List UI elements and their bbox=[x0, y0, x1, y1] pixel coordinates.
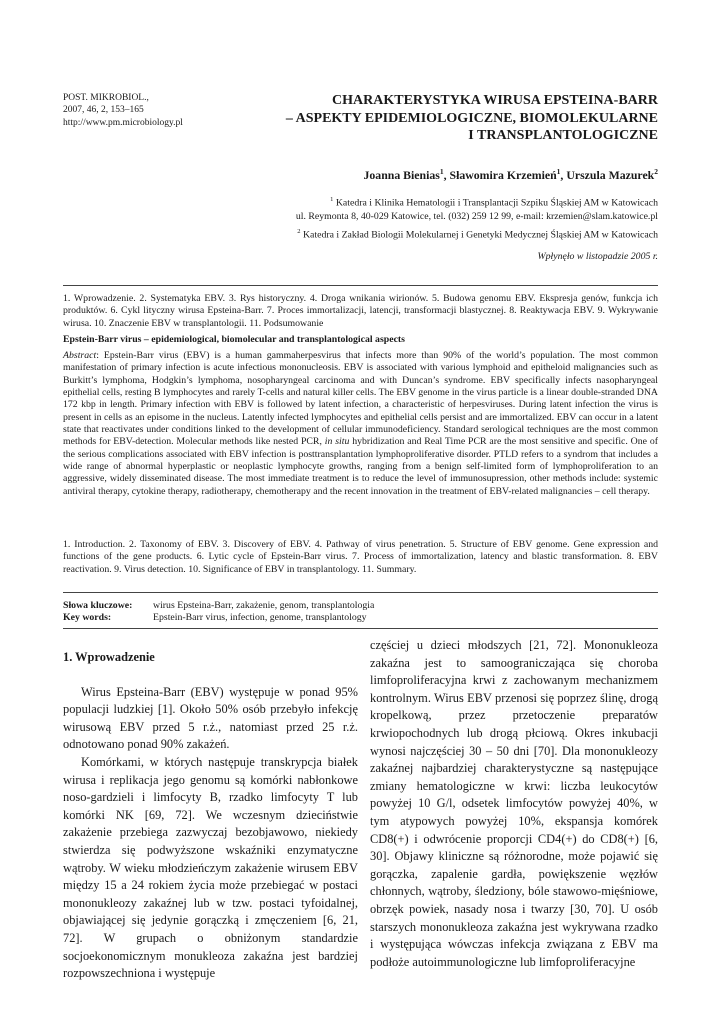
journal-name: POST. MIKROBIOL., bbox=[63, 93, 149, 103]
abstract-heading: Epstein-Barr virus – epidemiological, biomolecular and transplantological aspects bbox=[63, 334, 405, 345]
section-heading: 1. Wprowadzenie bbox=[63, 650, 155, 664]
journal-volume: 2007, 46, 2, 153–165 bbox=[63, 105, 144, 116]
keywords-en: Key words: Epstein-Barr virus, infection, genome, transplantology bbox=[63, 612, 367, 624]
author-2: Sławomira Krzemień bbox=[449, 167, 557, 182]
author-separator: , bbox=[443, 167, 450, 182]
abstract bbox=[63, 350, 658, 498]
table-of-contents-pl: 1. Wprowadzenie. 2. Systematyka EBV. 3. Rys historyczny. 4. Droga wnikania wirionów. 5. Budowa genomu EBV. Ekspresja genów, funkcja ich produktów. 6. Cykl lityczny wirusa Epsteina-Barr. 7. Proces immortalizacji, latencji, transformacji blastycznej. 8. Reaktywacja EBV. 9. Wykrywanie wirusa. 10. Znaczenie EBV w transplantologii. 11. Podsumowanie bbox=[63, 293, 658, 329]
table-of-contents-en: 1. Introduction. 2. Taxonomy of EBV. 3. Discovery of EBV. 4. Pathway of virus penetration. 5. Structure of EBV genome. Gene expression and functions of the gene products. 6. Lytic cycle of Epstein-Barr virus. 7. Process of immortalization, latency and blastic transformation. 8. EBV reactivation. 9. Virus detection. 10. Significance of EBV in transplantology. 11. Summary. bbox=[63, 539, 658, 575]
affiliations bbox=[230, 193, 658, 242]
affiliation-2: $^2$ Katedra i Zakład Biologii Molekularnej i Genetyki Medycznej Śląskiej AM w Katowicach bbox=[297, 227, 658, 240]
divider bbox=[63, 628, 658, 629]
body-paragraph: Wirus Epsteina-Barr (EBV) występuje w ponad 95% populacji ludzkiej [1]. Około 50% osób przebyło infekcję wirusową EBV przed 5 r.ż., natomiast przed 25 r.ż. odnotowano ponad 90% zakażeń. bbox=[63, 684, 358, 752]
title-line-1: CHARAKTERYSTYKA WIRUSA EPSTEINA-BARR bbox=[332, 93, 658, 108]
author-3: Urszula Mazurek bbox=[566, 167, 655, 182]
journal-citation bbox=[63, 92, 183, 129]
body-column-right bbox=[370, 637, 658, 971]
author-3-affil: 2 bbox=[654, 167, 658, 176]
body-paragraph: Komórkami, w których następuje transkrypcja białek wirusa i replikacja jego genomu są komórki nabłonkowe noso-gardzieli i limfocyty B, rzadko limfocyty T lub komórki NK [69, 72]. We wczesnym dzieciństwie zakażenie przebiega zazwyczaj bezobjawowo, niekiedy stwierdza się podwyższone wskaźniki enzymatyczne wątroby. W wieku młodzieńczym zakażenie wirusem EBV między 15 a 24 rokiem życia może przebiegać w postaci mononukleozy zakaźnej lub w tzw. postaci tyfoidalnej, objawiającej się jedynie gorączką i zmęczeniem [6, 21, 72]. W grupach o obniżonym standardzie socjoekonomicznym monukleoza zakaźna jest bardziej rozpowszechniona i występuje bbox=[63, 754, 358, 981]
author-list bbox=[250, 167, 658, 183]
author-2-affil: 1 bbox=[556, 167, 561, 176]
divider bbox=[63, 592, 658, 593]
article-title bbox=[250, 92, 658, 145]
abstract-label: Abstract bbox=[63, 350, 97, 361]
journal-url[interactable]: http://www.pm.microbiology.pl bbox=[63, 117, 183, 128]
author-separator: , bbox=[560, 167, 567, 182]
abstract-text-1: : Epstein-Barr virus (EBV) is a human gammaherpesvirus that infects more than 90% of the world’s population. The most common manifestation of primary infection is acute infectious mononucleosis. EBV is associated with various lymphoid and epitheloid malignancies such as Burkitt’s lymphoma, Hodgkin’s lymphoma, nosopharyngeal carcinoma and with Duncan’s syndrome. EBV specifically infects nasopharyngeal epithelial cells, resting B lymphocytes and rarely T-cells and natural killer cells. The EBV genome in the virus particle is a linear double-stranded DNA 172 kbp in length. Primary infection with EBV is followed by latent infection, a characteristic of herpesviruses. During latent infection the virus is present in cells as an episome in the nucleus. Latently infected lymphocytes and epithelial cells persist and are immortalized. EBV can occur in a latent state that reactivates under conditions linked to the development of cellular immunodeficiency. Standard serological techniques are the most common methods for EBV-detection. Molecular methods like nested PCR, bbox=[63, 350, 658, 448]
author-1: Joanna Bienias bbox=[363, 167, 440, 182]
affiliation-1-address: ul. Reymonta 8, 40-029 Katowice, tel. (032) 259 12 99, e-mail: krzemien@slam.katowice.pl bbox=[295, 211, 658, 223]
abstract-text-2: hybridization and Real Time PCR are the most sensitive and specific. One of the serious complications associated with EBV infection is posttransplantation lymphoproliferative disorder. PTLD refers to a syndrom that includes a wide range of abnormal hyperplastic or neoplastic lymphocyte growths, ranging from a benign self-limited form of lymphoproliferation to an aggressive, widely disseminated disease. The most immediate treatment is to reduce the level of immunosupression, other methods include: systemic antiviral therapy, cytokine therapy, radiotherapy, chemotherapy and the recent innovation in the treatment of EBV-related malignancies – cell therapy. bbox=[63, 436, 658, 497]
abstract-italic: in situ bbox=[324, 436, 350, 448]
received-date: Wpłynęło w listopadzie 2005 r. bbox=[537, 251, 658, 262]
author-1-affil: 1 bbox=[439, 167, 444, 176]
keywords-pl: Słowa kluczowe: wirus Epsteina-Barr, zakażenie, genom, transplantologia bbox=[63, 600, 375, 611]
title-line-2: – ASPEKTY EPIDEMIOLOGICZNE, BIOMOLEKULARNE bbox=[285, 110, 658, 126]
body-paragraph: częściej u dzieci młodszych [21, 72]. Mononukleoza zakaźna jest to samoograniczająca się choroba limfoproliferacyjna krwi z zachowanym mechanizmem kontrolnym. Wirus EBV przenosi się poprzez ślinę, drogą kropelkową, przez przetoczenie preparatów krwiopochodnych lub drogą płciową. Okres inkubacji wynosi najczęściej 30 – 50 dni [70]. Dla mononukleozy zakaźnej najbardziej charakterystyczne są następujące zmiany hematologiczne w krwi: liczba leukocytów powyżej 10 G/l, odsetek limfocytów powyżej 40%, w tym atypowych powyżej 10%, ekspansja komórek CD8(+) i odwrócenie proporcji CD4(+) do CD8(+) [6, 30]. Objawy kliniczne są różnorodne, może pojawić się gorączka, zapalenie gardła, powiększenie węzłów chłonnych, wątroby, śledziony, bóle stawowo-mięśniowe, obrzęk powiek, nasady nosa i twarzy [30, 70]. U osób starszych mononukleoza zakaźna jest wykrywana rzadko i występująca wówczas infekcja związana z EBV ma podłoże autoimmunologiczne lub limfoproliferacyjne bbox=[370, 638, 658, 969]
affiliation-1: $^1$ Katedra i Klinika Hematologii i Transplantacji Szpiku Śląskiej AM w Katowicach bbox=[330, 196, 658, 209]
title-line-3: I TRANSPLANTOLOGICZNE bbox=[468, 128, 658, 144]
body-column-left bbox=[63, 649, 358, 983]
divider bbox=[63, 285, 658, 286]
keywords bbox=[63, 600, 374, 625]
